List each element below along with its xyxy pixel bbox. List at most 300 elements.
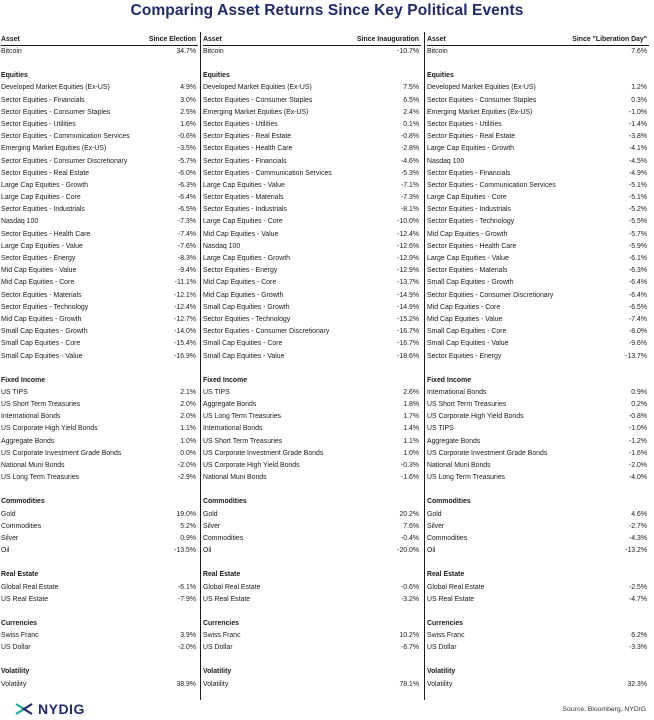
section-spacer [203, 484, 421, 496]
table-row [203, 82, 421, 94]
table-row [1, 630, 198, 642]
table-row [203, 204, 421, 216]
asset-name: Nasdaq 100 [1, 218, 39, 226]
asset-return: -12.6% [397, 242, 419, 250]
asset-name: US Corporate Investment Grade Bonds [427, 449, 548, 457]
asset-return: -7.1% [400, 181, 419, 189]
table-row [1, 472, 198, 484]
table-row [1, 533, 198, 545]
asset-return: -9.4% [177, 267, 196, 275]
asset-return: 2.5% [180, 108, 196, 116]
section-title: Fixed Income [1, 376, 46, 384]
asset-return: -3.2% [400, 595, 419, 603]
asset-name: Sector Equities - Technology [427, 218, 515, 226]
table-row [427, 290, 649, 302]
table-row [427, 326, 649, 338]
asset-name: US Short Term Treasuries [1, 401, 81, 409]
asset-return: 3.0% [180, 96, 196, 104]
section-spacer [203, 654, 421, 666]
asset-return: 32.3% [627, 680, 647, 688]
column-header [1, 34, 198, 46]
asset-name: Sector Equities - Consumer Discretionary [427, 291, 554, 299]
asset-return: 19.0% [176, 510, 196, 518]
table-row [1, 82, 198, 94]
asset-return: -14.9% [397, 303, 419, 311]
asset-name: US Long Term Treasuries [203, 413, 281, 421]
asset-name: Sector Equities - Industrials [203, 206, 287, 214]
section-title: Currencies [1, 619, 38, 627]
asset-name: Swiss Franc [203, 632, 241, 640]
asset-return: -1.6% [400, 474, 419, 482]
asset-return: -4.5% [628, 157, 647, 165]
asset-return: 6.2% [631, 632, 647, 640]
asset-return: -7.3% [400, 194, 419, 202]
table-row [427, 399, 649, 411]
asset-name: Mid Cap Equities - Growth [1, 315, 82, 323]
table-row [427, 131, 649, 143]
table-row [1, 119, 198, 131]
table-row [203, 216, 421, 228]
section-spacer [1, 654, 198, 666]
asset-return: -2.0% [628, 462, 647, 469]
asset-name: Sector Equities - Utilities [1, 120, 76, 128]
table-row [1, 192, 198, 204]
asset-name: International Bonds [1, 413, 61, 421]
table-row [1, 302, 198, 314]
page-title: Comparing Asset Returns Since Key Political Events [130, 2, 524, 19]
table-row [203, 241, 421, 253]
table-row [427, 241, 649, 253]
table-row [203, 277, 421, 289]
table-row [427, 521, 649, 533]
column-header [427, 34, 649, 46]
table-row [1, 95, 198, 107]
table-row [1, 314, 198, 326]
asset-return: -5.7% [177, 157, 196, 165]
asset-name: Global Real Estate [1, 583, 59, 591]
asset-return: 2.1% [180, 388, 196, 396]
asset-name: Nasdaq 100 [427, 157, 465, 165]
table-row [1, 521, 198, 533]
asset-return: -7.4% [177, 230, 196, 238]
asset-return: -12.1% [174, 291, 196, 299]
section-spacer [1, 484, 198, 496]
asset-return: -0.6% [177, 133, 196, 141]
table-row [427, 180, 649, 192]
table-row [427, 156, 649, 168]
asset-name: Gold [1, 510, 16, 518]
section-spacer [1, 606, 198, 618]
table-row [427, 509, 649, 521]
section-title: Equities [1, 72, 28, 80]
table-row [427, 229, 649, 241]
table-row [427, 119, 649, 131]
section-spacer [427, 606, 649, 618]
asset-return: 7.6% [631, 48, 647, 55]
source-note: Source: Bloomberg, NYDIG [562, 706, 646, 713]
asset-return: 0.9% [180, 534, 196, 542]
table-row [1, 277, 198, 289]
table-row [203, 265, 421, 277]
table-row [1, 143, 198, 155]
asset-name: Sector Equities - Health Care [427, 242, 517, 250]
asset-name: Large Cap Equities - Growth [203, 255, 290, 262]
asset-name: Gold [427, 510, 442, 518]
asset-name: Silver [203, 522, 221, 530]
section-title: Fixed Income [203, 376, 248, 384]
asset-return: -7.9% [177, 595, 196, 603]
asset-name: Sector Equities - Consumer Staples [427, 96, 537, 104]
table-row [1, 460, 198, 472]
asset-name: Nasdaq 100 [203, 242, 241, 250]
asset-return: -1.0% [628, 425, 647, 433]
asset-return: -8.3% [177, 255, 196, 262]
table-row [1, 436, 198, 448]
table-row [427, 472, 649, 484]
section-title: Volatility [203, 668, 232, 676]
asset-return: -12.9% [397, 255, 419, 262]
asset-name: Bitcoin [427, 48, 448, 55]
asset-name: Volatility [427, 680, 453, 688]
asset-name: Sector Equities - Consumer Discretionary [1, 157, 128, 165]
asset-return: 0.0% [180, 449, 196, 457]
asset-return: -10.0% [397, 218, 419, 226]
column-divider [424, 32, 425, 700]
section-spacer [203, 606, 421, 618]
table-row [203, 387, 421, 399]
asset-return: -12.4% [397, 230, 419, 238]
table-row [1, 180, 198, 192]
asset-return: 1.0% [180, 437, 196, 445]
table-row [1, 594, 198, 606]
asset-name: Small Cap Equities - Core [427, 328, 507, 336]
asset-name: US Corporate Investment Grade Bonds [203, 449, 324, 457]
asset-name: Sector Equities - Real Estate [427, 133, 516, 141]
asset-return: 1.6% [180, 120, 196, 128]
asset-return: 1.7% [403, 413, 419, 421]
asset-name: US Long Term Treasuries [427, 474, 505, 482]
section-title: Currencies [203, 619, 240, 627]
asset-return: -6.4% [177, 194, 196, 202]
asset-return: -6.4% [628, 279, 647, 287]
asset-name: International Bonds [427, 388, 487, 396]
table-row [427, 253, 649, 265]
section-title: Real Estate [427, 571, 465, 579]
asset-return: -16.7% [397, 340, 419, 348]
asset-return: -4.6% [400, 157, 419, 165]
asset-return: -12.7% [174, 315, 196, 323]
column-header [203, 34, 421, 46]
asset-name: US TIPS [1, 388, 28, 396]
asset-return: -13.5% [174, 547, 196, 555]
section-title: Volatility [1, 668, 30, 676]
table-row [203, 46, 421, 58]
table-row [1, 642, 198, 654]
asset-name: Oil [1, 547, 10, 555]
asset-return: -16.9% [174, 352, 196, 360]
table-row [203, 509, 421, 521]
asset-name: Small Cap Equities - Value [427, 340, 509, 348]
asset-return: -8.1% [400, 206, 419, 214]
table-row [427, 95, 649, 107]
asset-return: -1.2% [628, 437, 647, 445]
asset-return: -2.0% [177, 462, 196, 469]
asset-name: Emerging Market Equities (Ex-US) [1, 145, 107, 153]
asset-name: US Dollar [1, 644, 31, 652]
asset-return: -2.0% [177, 644, 196, 652]
asset-return: -6.7% [400, 644, 419, 652]
table-row [203, 679, 421, 691]
table-row [427, 338, 649, 350]
table-row [203, 582, 421, 594]
table-row [1, 131, 198, 143]
asset-return: -1.6% [628, 449, 647, 457]
table-row [1, 156, 198, 168]
table-row [1, 168, 198, 180]
asset-name: National Muni Bonds [1, 462, 65, 469]
table-row [1, 241, 198, 253]
table-row [427, 582, 649, 594]
table-row [427, 314, 649, 326]
table-row [203, 119, 421, 131]
asset-return: -8.0% [628, 328, 647, 336]
table-row [427, 302, 649, 314]
column-since-election [1, 34, 198, 691]
table-row [203, 180, 421, 192]
asset-return: -10.7% [397, 48, 419, 55]
section-title: Fixed Income [427, 376, 472, 384]
table-row [427, 642, 649, 654]
asset-return: -15.2% [397, 315, 419, 323]
asset-name: Bitcoin [203, 48, 224, 55]
asset-name: US TIPS [427, 425, 454, 433]
section-title: Equities [203, 72, 230, 80]
asset-name: Sector Equities - Real Estate [1, 169, 90, 177]
asset-return: -7.4% [628, 315, 647, 323]
table-row [203, 642, 421, 654]
section-spacer [1, 58, 198, 70]
section-spacer [203, 363, 421, 375]
table-row [203, 168, 421, 180]
asset-name: Gold [203, 510, 218, 518]
section-title: Real Estate [203, 571, 241, 579]
asset-return: 34.7% [176, 48, 196, 55]
table-row [1, 351, 198, 363]
asset-return: -4.7% [628, 595, 647, 603]
asset-name: Volatility [203, 680, 229, 688]
asset-name: Sector Equities - Industrials [427, 206, 511, 214]
table-row [203, 326, 421, 338]
table-row [1, 509, 198, 521]
asset-name: Mid Cap Equities - Core [427, 303, 501, 311]
table-row [203, 472, 421, 484]
asset-name: National Muni Bonds [427, 462, 491, 469]
asset-return: -1.4% [628, 120, 647, 128]
asset-return: -6.3% [628, 267, 647, 275]
table-row [1, 545, 198, 557]
section-spacer [427, 654, 649, 666]
table-row [427, 460, 649, 472]
asset-name: Emerging Market Equities (Ex-US) [203, 108, 309, 116]
table-row [427, 448, 649, 460]
asset-return: 78.1% [399, 680, 419, 688]
table-row [203, 521, 421, 533]
asset-name: Sector Equities - Health Care [203, 145, 293, 153]
section-title: Real Estate [1, 571, 39, 579]
asset-name: Oil [203, 547, 212, 555]
asset-name: Sector Equities - Real Estate [203, 133, 292, 141]
asset-name: Sector Equities - Financials [1, 96, 85, 104]
asset-return: -7.6% [177, 242, 196, 250]
asset-name: Small Cap Equities - Growth [203, 303, 290, 311]
asset-name: Aggregate Bonds [203, 401, 257, 409]
table-row [427, 143, 649, 155]
asset-return: 0.3% [631, 96, 647, 104]
asset-name: Large Cap Equities - Value [427, 255, 509, 262]
logo-wordmark: NYDIG [38, 701, 85, 717]
asset-name: Small Cap Equities - Growth [1, 328, 88, 336]
asset-name: National Muni Bonds [203, 474, 267, 482]
asset-name: Silver [1, 534, 19, 542]
asset-return: 0.9% [631, 388, 647, 396]
asset-return: 5.2% [180, 522, 196, 530]
asset-return: -6.4% [628, 291, 647, 299]
asset-name: Oil [427, 547, 436, 555]
table-row [427, 411, 649, 423]
table-row [1, 411, 198, 423]
section-title: Equities [427, 72, 454, 80]
table-row [427, 204, 649, 216]
table-row [1, 338, 198, 350]
asset-name: Mid Cap Equities - Value [203, 230, 279, 238]
header-asset-label: Asset [203, 36, 222, 43]
asset-name: US Long Term Treasuries [1, 474, 79, 482]
table-row [427, 192, 649, 204]
asset-return: -4.0% [628, 474, 647, 482]
asset-return: -0.3% [400, 462, 419, 469]
table-row [203, 229, 421, 241]
table-row [203, 533, 421, 545]
asset-name: Large Cap Equities - Growth [1, 181, 88, 189]
asset-return: 2.0% [180, 413, 196, 421]
asset-return: -13.2% [625, 547, 647, 555]
asset-name: Global Real Estate [427, 583, 485, 591]
section-spacer [427, 58, 649, 70]
asset-name: Silver [427, 522, 445, 530]
asset-name: US Real Estate [427, 595, 475, 603]
column-divider [200, 32, 201, 700]
asset-name: Small Cap Equities - Core [203, 340, 283, 348]
asset-return: 38.9% [176, 680, 196, 688]
table-row [1, 679, 198, 691]
asset-return: -0.4% [400, 534, 419, 542]
asset-name: Sector Equities - Energy [427, 352, 502, 360]
asset-name: Sector Equities - Consumer Discretionary [203, 328, 330, 336]
asset-name: Bitcoin [1, 48, 22, 55]
asset-return: 4.9% [180, 84, 196, 92]
asset-name: Mid Cap Equities - Value [427, 315, 503, 323]
asset-return: -4.9% [628, 169, 647, 177]
table-row [203, 411, 421, 423]
table-row [203, 253, 421, 265]
asset-return: 1.1% [403, 437, 419, 445]
table-row [1, 290, 198, 302]
table-row [203, 107, 421, 119]
asset-return: -2.7% [628, 522, 647, 530]
table-row [203, 351, 421, 363]
asset-return: -3.3% [628, 644, 647, 652]
table-row [203, 545, 421, 557]
asset-return: 7.5% [403, 84, 419, 92]
asset-name: Sector Equities - Utilities [427, 120, 502, 128]
table-row [203, 95, 421, 107]
asset-name: US TIPS [203, 388, 230, 396]
asset-name: Sector Equities - Technology [1, 303, 89, 311]
asset-name: Sector Equities - Materials [203, 194, 284, 202]
asset-return: 0.1% [403, 120, 419, 128]
asset-name: Sector Equities - Communication Services [427, 181, 556, 189]
asset-return: 1.2% [631, 84, 647, 92]
table-row [1, 399, 198, 411]
asset-name: US Short Term Treasuries [427, 401, 507, 409]
asset-return: -2.5% [628, 583, 647, 591]
asset-return: -5.9% [628, 242, 647, 250]
asset-return: -1.0% [628, 108, 647, 116]
asset-return: -0.8% [628, 413, 647, 421]
table-row [427, 387, 649, 399]
asset-name: Commodities [203, 534, 244, 542]
asset-name: US Real Estate [1, 595, 49, 603]
asset-return: 0.2% [631, 401, 647, 409]
asset-return: 3.9% [180, 632, 196, 640]
asset-return: -9.6% [628, 340, 647, 348]
asset-return: -18.6% [397, 352, 419, 360]
table-row [203, 436, 421, 448]
asset-name: Developed Market Equities (Ex-US) [427, 84, 536, 92]
asset-name: Sector Equities - Materials [427, 267, 508, 275]
asset-return: 20.2% [399, 510, 419, 518]
asset-return: -0.8% [400, 133, 419, 141]
asset-return: -20.0% [397, 547, 419, 555]
column-since-inauguration [203, 34, 421, 691]
table-row [1, 46, 198, 58]
asset-return: 6.5% [403, 96, 419, 104]
asset-name: Commodities [1, 522, 42, 530]
table-row [427, 679, 649, 691]
asset-name: Sector Equities - Consumer Staples [1, 108, 111, 116]
asset-name: US Real Estate [203, 595, 251, 603]
asset-return: -5.5% [628, 218, 647, 226]
section-spacer [1, 363, 198, 375]
header-metric-label: Since Election [148, 36, 196, 43]
asset-return: -11.1% [174, 279, 196, 287]
table-row [1, 253, 198, 265]
asset-name: Mid Cap Equities - Growth [427, 230, 508, 238]
asset-return: -2.8% [400, 145, 419, 153]
section-spacer [203, 557, 421, 569]
table-row [1, 204, 198, 216]
table-row [427, 630, 649, 642]
asset-return: -6.1% [628, 255, 647, 262]
asset-return: -5.2% [628, 206, 647, 214]
table-row [1, 387, 198, 399]
asset-name: Large Cap Equities - Value [203, 181, 285, 189]
table-row [427, 46, 649, 58]
asset-name: Sector Equities - Communication Services [203, 169, 332, 177]
header-asset-label: Asset [427, 36, 446, 43]
asset-return: -5.3% [400, 169, 419, 177]
asset-name: Small Cap Equities - Value [1, 352, 83, 360]
